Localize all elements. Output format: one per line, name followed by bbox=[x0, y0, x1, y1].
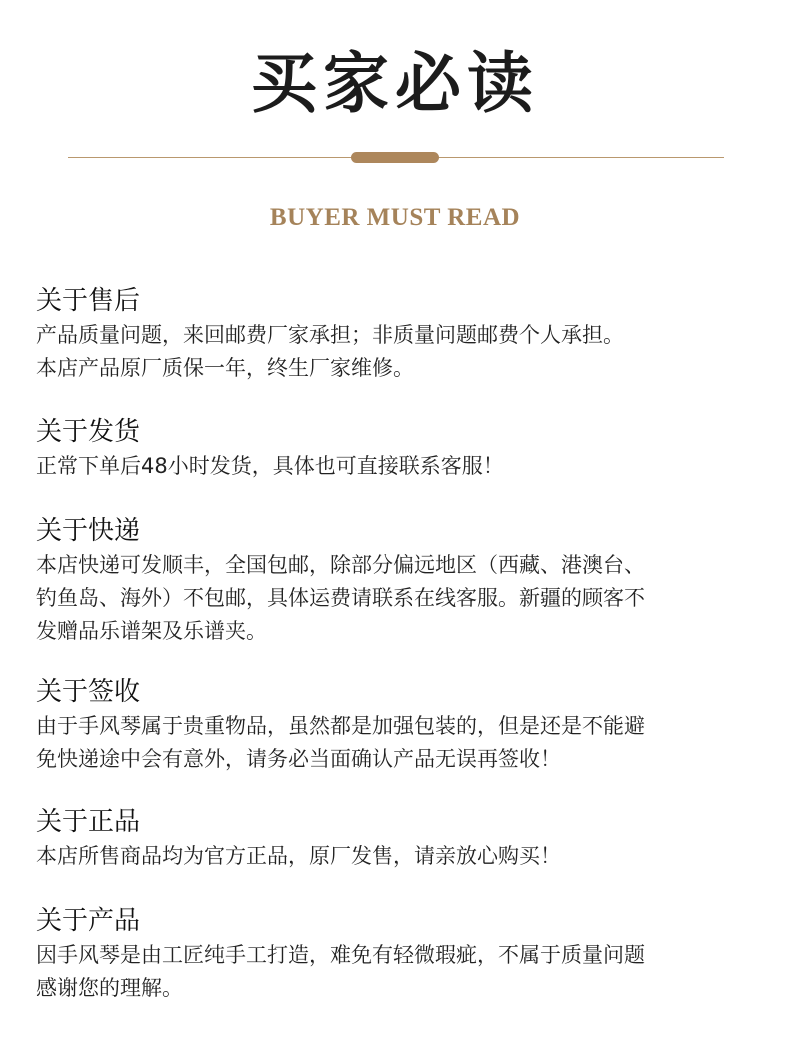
divider-accent-bar bbox=[351, 152, 439, 163]
section-heading: 关于产品 bbox=[36, 906, 141, 936]
section-text-line: 本店所售商品均为官方正品，原厂发售，请亲放心购买！ bbox=[36, 844, 561, 868]
section-text-line: 本店快递可发顺丰，全国包邮，除部分偏远地区（西藏、港澳台、 bbox=[36, 553, 645, 577]
section-heading: 关于签收 bbox=[36, 677, 141, 707]
section-text-line: 发赠品乐谱架及乐谱夹。 bbox=[36, 619, 267, 643]
section-courier bbox=[36, 513, 766, 648]
section-body bbox=[36, 319, 766, 385]
section-signing bbox=[36, 674, 766, 776]
section-text-line: 正常下单后48小时发货，具体也可直接联系客服！ bbox=[36, 454, 504, 478]
page-title: 买家必读 bbox=[251, 44, 539, 122]
section-body bbox=[36, 549, 766, 648]
section-text-line: 感谢您的理解。 bbox=[36, 976, 183, 1000]
section-body bbox=[36, 840, 766, 873]
section-heading: 关于发货 bbox=[36, 417, 141, 447]
section-text-line: 因手风琴是由工匠纯手工打造，难免有轻微瑕疵，不属于质量问题 bbox=[36, 943, 645, 967]
section-text-line: 产品质量问题，来回邮费厂家承担；非质量问题邮费个人承担。 bbox=[36, 323, 624, 347]
section-after-sales bbox=[36, 283, 766, 385]
section-text-line: 钓鱼岛、海外）不包邮，具体运费请联系在线客服。新疆的顾客不 bbox=[36, 586, 645, 610]
section-text-line: 本店产品原厂质保一年，终生厂家维修。 bbox=[36, 356, 414, 380]
section-body bbox=[36, 710, 766, 776]
section-text-line: 免快递途中会有意外，请务必当面确认产品无误再签收！ bbox=[36, 747, 561, 771]
section-genuine bbox=[36, 804, 766, 873]
section-text-line: 由于手风琴属于贵重物品，虽然都是加强包装的，但是还是不能避 bbox=[36, 714, 645, 738]
section-body bbox=[36, 450, 766, 483]
section-heading: 关于快递 bbox=[36, 516, 141, 546]
section-body bbox=[36, 939, 766, 1005]
page-subtitle: BUYER MUST READ bbox=[269, 204, 521, 231]
section-heading: 关于售后 bbox=[36, 286, 141, 316]
section-shipping bbox=[36, 414, 766, 483]
section-heading: 关于正品 bbox=[36, 807, 141, 837]
section-product bbox=[36, 903, 766, 1005]
